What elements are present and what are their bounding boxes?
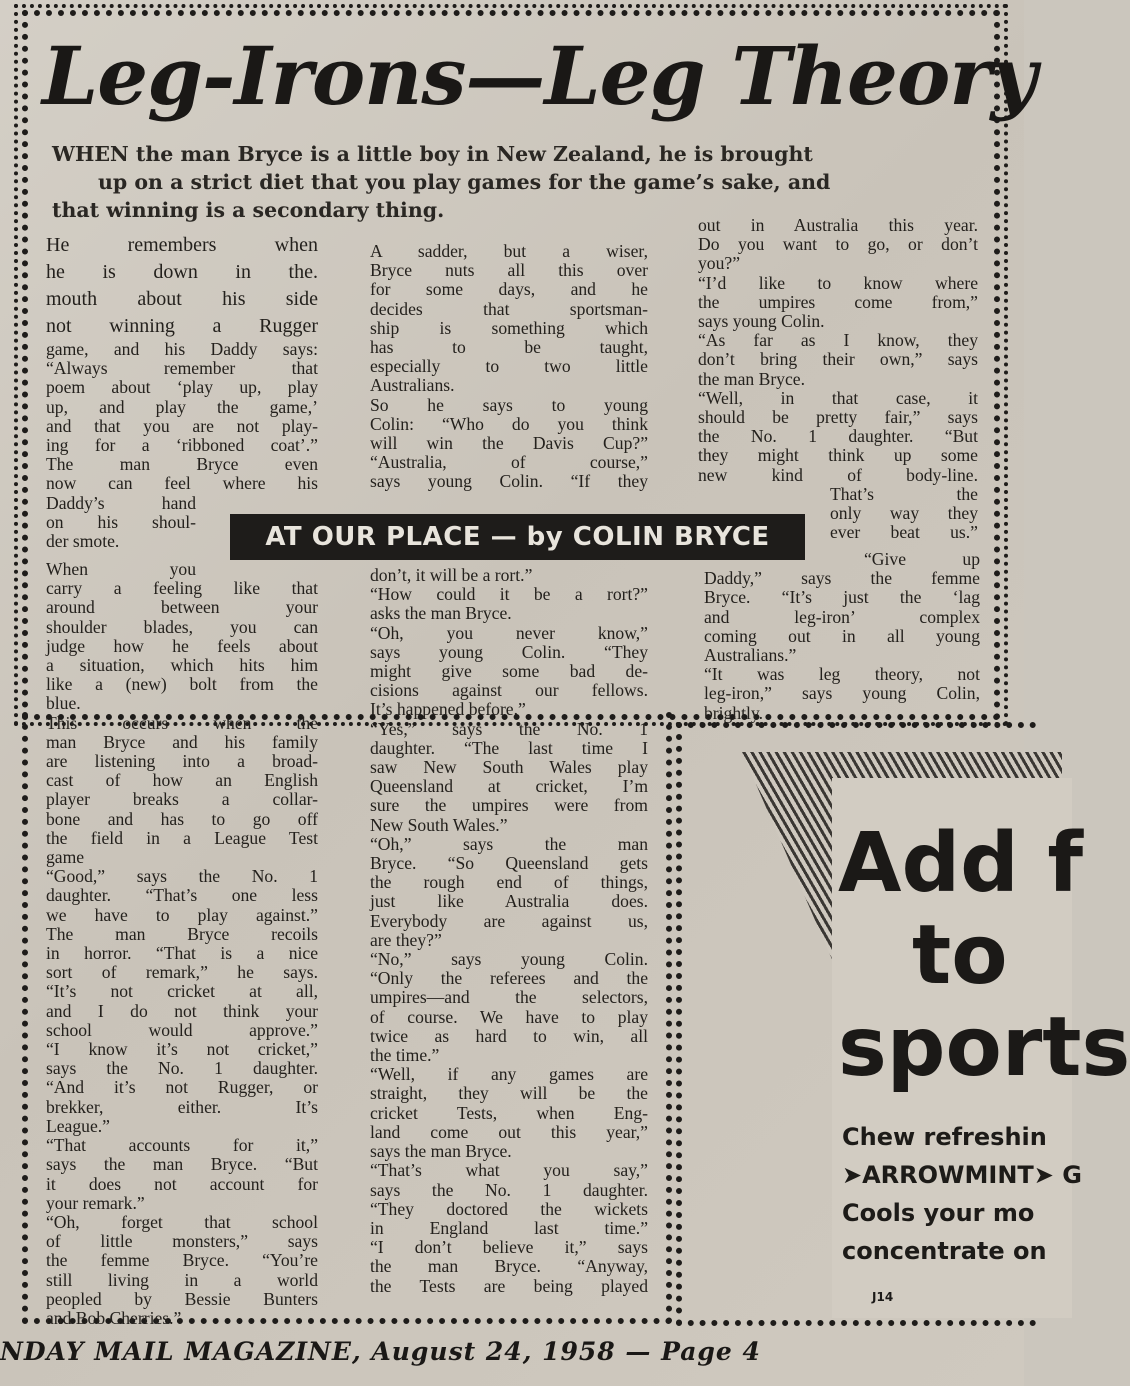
text-line: cisions against our fellows. bbox=[370, 680, 648, 701]
text-line: Bryce. “It’s just the ‘lag bbox=[704, 587, 980, 608]
text-line: says young Colin. bbox=[698, 311, 825, 332]
text-line: now can feel where his bbox=[46, 473, 318, 494]
text-line: League.” bbox=[46, 1115, 110, 1136]
text-line: “Only the referees and the bbox=[370, 968, 648, 989]
text-line: mouth about his side bbox=[46, 288, 318, 310]
text-line: and that you are not play- bbox=[46, 415, 318, 436]
text-line: daughter. “That’s one less bbox=[46, 885, 318, 906]
text-line: just like Australia does. bbox=[370, 891, 648, 912]
text-line: cricket Tests, when Eng- bbox=[370, 1102, 648, 1123]
ad-copy bbox=[842, 1118, 1082, 1270]
text-line: you?” bbox=[698, 253, 741, 274]
text-line: has to be taught, bbox=[370, 337, 648, 358]
text-line: “I know it’s not cricket,” bbox=[46, 1039, 318, 1060]
text-line: the man Bryce. “Anyway, bbox=[370, 1256, 648, 1277]
text-line: When you bbox=[46, 559, 196, 579]
text-line: player breaks a collar- bbox=[46, 789, 318, 810]
text-line: “Well, if any games are bbox=[370, 1064, 648, 1085]
text-line: This occurs when the bbox=[46, 712, 318, 733]
text-line: Queensland at cricket, I’m bbox=[370, 776, 648, 797]
column-3-bottom bbox=[704, 550, 980, 723]
text-line: the umpires come from,” bbox=[698, 291, 978, 312]
text-line: we have to play against.” bbox=[46, 904, 318, 925]
text-line: “It’s not cricket at all, bbox=[46, 981, 318, 1002]
text-line: “Well, in that case, it bbox=[698, 387, 978, 408]
intro-paragraph bbox=[52, 140, 962, 224]
text-line: of little monsters,” says bbox=[46, 1231, 318, 1252]
text-line: The man Bryce recoils bbox=[46, 923, 318, 944]
text-line: A sadder, but a wiser, bbox=[370, 241, 648, 261]
text-line: says the No. 1 daughter. bbox=[46, 1058, 318, 1079]
text-line: “Good,” says the No. 1 bbox=[46, 866, 318, 887]
text-line: your remark.” bbox=[46, 1192, 145, 1213]
text-line: decides that sportsman- bbox=[370, 298, 648, 319]
text-line: a situation, which hits him bbox=[46, 655, 318, 676]
intro-line: up on a strict diet that you play games for the game’s sake, and bbox=[98, 170, 831, 194]
ad-copy-line: Chew refreshin bbox=[842, 1123, 1047, 1151]
text-line: Australians. bbox=[370, 375, 455, 396]
text-line: Everybody are against us, bbox=[370, 910, 648, 931]
text-line: ship is something which bbox=[370, 317, 648, 338]
intro-line: that winning is a secondary thing. bbox=[52, 198, 445, 222]
text-line: “Australia, of course,” bbox=[370, 452, 648, 473]
text-line: game, and his Daddy says: bbox=[46, 339, 318, 359]
text-line: don’t, it will be a rort.” bbox=[370, 565, 533, 585]
text-line: land come out this year,” bbox=[370, 1121, 648, 1142]
text-line: poem about ‘play up, play bbox=[46, 377, 318, 398]
text-line: says the man Bryce. bbox=[370, 1141, 512, 1162]
text-line: Colin: “Who do you think bbox=[370, 413, 648, 434]
column-2-top bbox=[370, 242, 648, 492]
text-line: they might think up some bbox=[698, 445, 978, 466]
text-line: especially to two little bbox=[370, 356, 648, 377]
column-3-top bbox=[698, 216, 978, 542]
text-line: “That’s what you say,” bbox=[370, 1160, 648, 1181]
text-line: He remembers when bbox=[46, 234, 318, 256]
text-line: out in Australia this year. bbox=[698, 215, 978, 235]
text-line: around between your bbox=[46, 597, 318, 618]
text-line: “Oh, forget that school bbox=[46, 1211, 318, 1232]
text-line: school would approve.” bbox=[46, 1019, 318, 1040]
text-line: umpires—and the selectors, bbox=[370, 987, 648, 1008]
text-line: “It was leg theory, not bbox=[704, 664, 980, 685]
text-line: “No,” says young Colin. bbox=[370, 949, 648, 970]
column-1-bottom bbox=[46, 560, 318, 1328]
ad-headline bbox=[838, 816, 1130, 1095]
text-line: “Give up bbox=[864, 549, 980, 569]
text-line: asks the man Bryce. bbox=[370, 603, 512, 624]
text-line: says young Colin. “They bbox=[370, 641, 648, 662]
text-line: “I don’t believe it,” says bbox=[370, 1237, 648, 1258]
text-line: new kind of body-line. bbox=[698, 464, 978, 485]
text-line: peopled by Bessie Bunters bbox=[46, 1288, 318, 1309]
text-line: “That accounts for it,” bbox=[46, 1135, 318, 1156]
text-line: “I’d like to know where bbox=[698, 272, 978, 293]
text-line: blue. bbox=[46, 693, 81, 714]
text-line: the femme Bryce. “You’re bbox=[46, 1250, 318, 1271]
column-1-top bbox=[46, 232, 318, 340]
ad-copy-line: concentrate on bbox=[842, 1237, 1047, 1265]
text-line: still living in a world bbox=[46, 1269, 318, 1290]
text-line: carry a feeling like that bbox=[46, 578, 318, 599]
text-line: not winning a Rugger bbox=[46, 315, 318, 337]
text-line: Bryce. “So Queensland gets bbox=[370, 853, 648, 874]
text-line: he is down in the. bbox=[46, 261, 318, 283]
text-line: judge how he feels about bbox=[46, 635, 318, 656]
text-line: der smote. bbox=[46, 531, 120, 552]
text-line: shoulder blades, you can bbox=[46, 616, 318, 637]
text-line: the time.” bbox=[370, 1045, 440, 1066]
text-line: are they?” bbox=[370, 929, 442, 950]
text-line: Daddy,” says the femme bbox=[704, 568, 980, 589]
column-banner: AT OUR PLACE — by COLIN BRYCE bbox=[230, 514, 805, 560]
text-line: says young Colin. “If they bbox=[370, 471, 648, 492]
text-line: brekker, either. It’s bbox=[46, 1096, 318, 1117]
text-line: the Tests are being played bbox=[370, 1275, 648, 1296]
text-line: bone and has to go off bbox=[46, 808, 318, 829]
text-line: That’s the bbox=[830, 483, 978, 504]
text-line: the rough end of things, bbox=[370, 872, 648, 893]
text-line: cast of how an English bbox=[46, 770, 318, 791]
text-line: ing for a ‘ribboned coat’.” bbox=[46, 435, 318, 456]
text-line: sort of remark,” he says. bbox=[46, 962, 318, 983]
ad-copy-line: Cools your mo bbox=[842, 1199, 1035, 1227]
ad-headline-line: sports bbox=[838, 1000, 1130, 1095]
text-line: “Oh,” says the man bbox=[370, 833, 648, 854]
text-line: brightly. bbox=[704, 702, 763, 723]
text-line: leg-iron,” says young Colin, bbox=[704, 683, 980, 704]
text-line: straight, they will be the bbox=[370, 1083, 648, 1104]
text-line: ever beat us.” bbox=[830, 522, 978, 543]
text-line: “Oh, you never know,” bbox=[370, 622, 648, 643]
text-line: Do you want to go, or don’t bbox=[698, 234, 978, 255]
ad-brand-line: ➤ARROWMINT➤ G bbox=[842, 1161, 1082, 1189]
text-line: twice as hard to win, all bbox=[370, 1025, 648, 1046]
text-line: don’t bring their own,” says bbox=[698, 349, 978, 370]
text-line: “How could it be a rort?” bbox=[370, 584, 648, 605]
text-line: Australians.” bbox=[704, 645, 797, 666]
text-line: will win the Davis Cup?” bbox=[370, 433, 648, 454]
text-line: like a (new) bolt from the bbox=[46, 674, 318, 695]
text-line: coming out in all young bbox=[704, 625, 980, 646]
text-line: game bbox=[46, 847, 85, 868]
text-line: sure the umpires were from bbox=[370, 795, 648, 816]
column-2-bottom bbox=[370, 566, 648, 1296]
text-line: it does not account for bbox=[46, 1173, 318, 1194]
text-line: on his shoul- bbox=[46, 511, 196, 532]
text-line: for some days, and he bbox=[370, 279, 648, 300]
text-line: says the man Bryce. “But bbox=[46, 1154, 318, 1175]
text-line: should be pretty fair,” says bbox=[698, 407, 978, 428]
text-line: and I do not think your bbox=[46, 1000, 318, 1021]
text-line: are listening into a broad- bbox=[46, 751, 318, 772]
text-line: the man Bryce. bbox=[698, 368, 805, 389]
text-line: of course. We have to play bbox=[370, 1006, 648, 1027]
ad-code: J14 bbox=[872, 1290, 894, 1304]
text-line: The man Bryce even bbox=[46, 454, 318, 475]
text-line: only way they bbox=[830, 503, 978, 524]
page-footer: NDAY MAIL MAGAZINE, August 24, 1958 — Page 4 bbox=[0, 1337, 761, 1366]
text-line: Daddy’s hand bbox=[46, 492, 196, 513]
text-line: “Yes,” says the No. 1 bbox=[370, 718, 648, 739]
text-line: and Bob Cherries.” bbox=[46, 1307, 182, 1328]
ad-headline-line: to bbox=[912, 908, 1008, 1003]
text-line: New South Wales.” bbox=[370, 814, 508, 835]
text-line: might give some bad de- bbox=[370, 661, 648, 682]
text-line: the No. 1 daughter. “But bbox=[698, 426, 978, 447]
text-line: It’s happened before.” bbox=[370, 699, 526, 720]
text-line: So he says to young bbox=[370, 394, 648, 415]
text-line: “Always remember that bbox=[46, 358, 318, 379]
text-line: “As far as I know, they bbox=[698, 330, 978, 351]
text-line: the field in a League Test bbox=[46, 827, 318, 848]
text-line: man Bryce and his family bbox=[46, 731, 318, 752]
text-line: in England last time.” bbox=[370, 1217, 648, 1238]
text-line: and leg-iron’ complex bbox=[704, 606, 980, 627]
text-line: in horror. “That is a nice bbox=[46, 943, 318, 964]
intro-line: WHEN the man Bryce is a little boy in New Zealand, he is brought bbox=[52, 142, 813, 166]
text-line: “They doctored the wickets bbox=[370, 1198, 648, 1219]
text-line: saw New South Wales play bbox=[370, 757, 648, 778]
headline: Leg-Irons—Leg Theory bbox=[42, 29, 1036, 123]
text-line: “And it’s not Rugger, or bbox=[46, 1077, 318, 1098]
text-line: up, and play the game,’ bbox=[46, 396, 318, 417]
text-line: says the No. 1 daughter. bbox=[370, 1179, 648, 1200]
ad-headline-line: Add f bbox=[838, 816, 1084, 911]
text-line: Bryce nuts all this over bbox=[370, 260, 648, 281]
text-line: daughter. “The last time I bbox=[370, 737, 648, 758]
advertisement bbox=[676, 722, 1130, 1326]
